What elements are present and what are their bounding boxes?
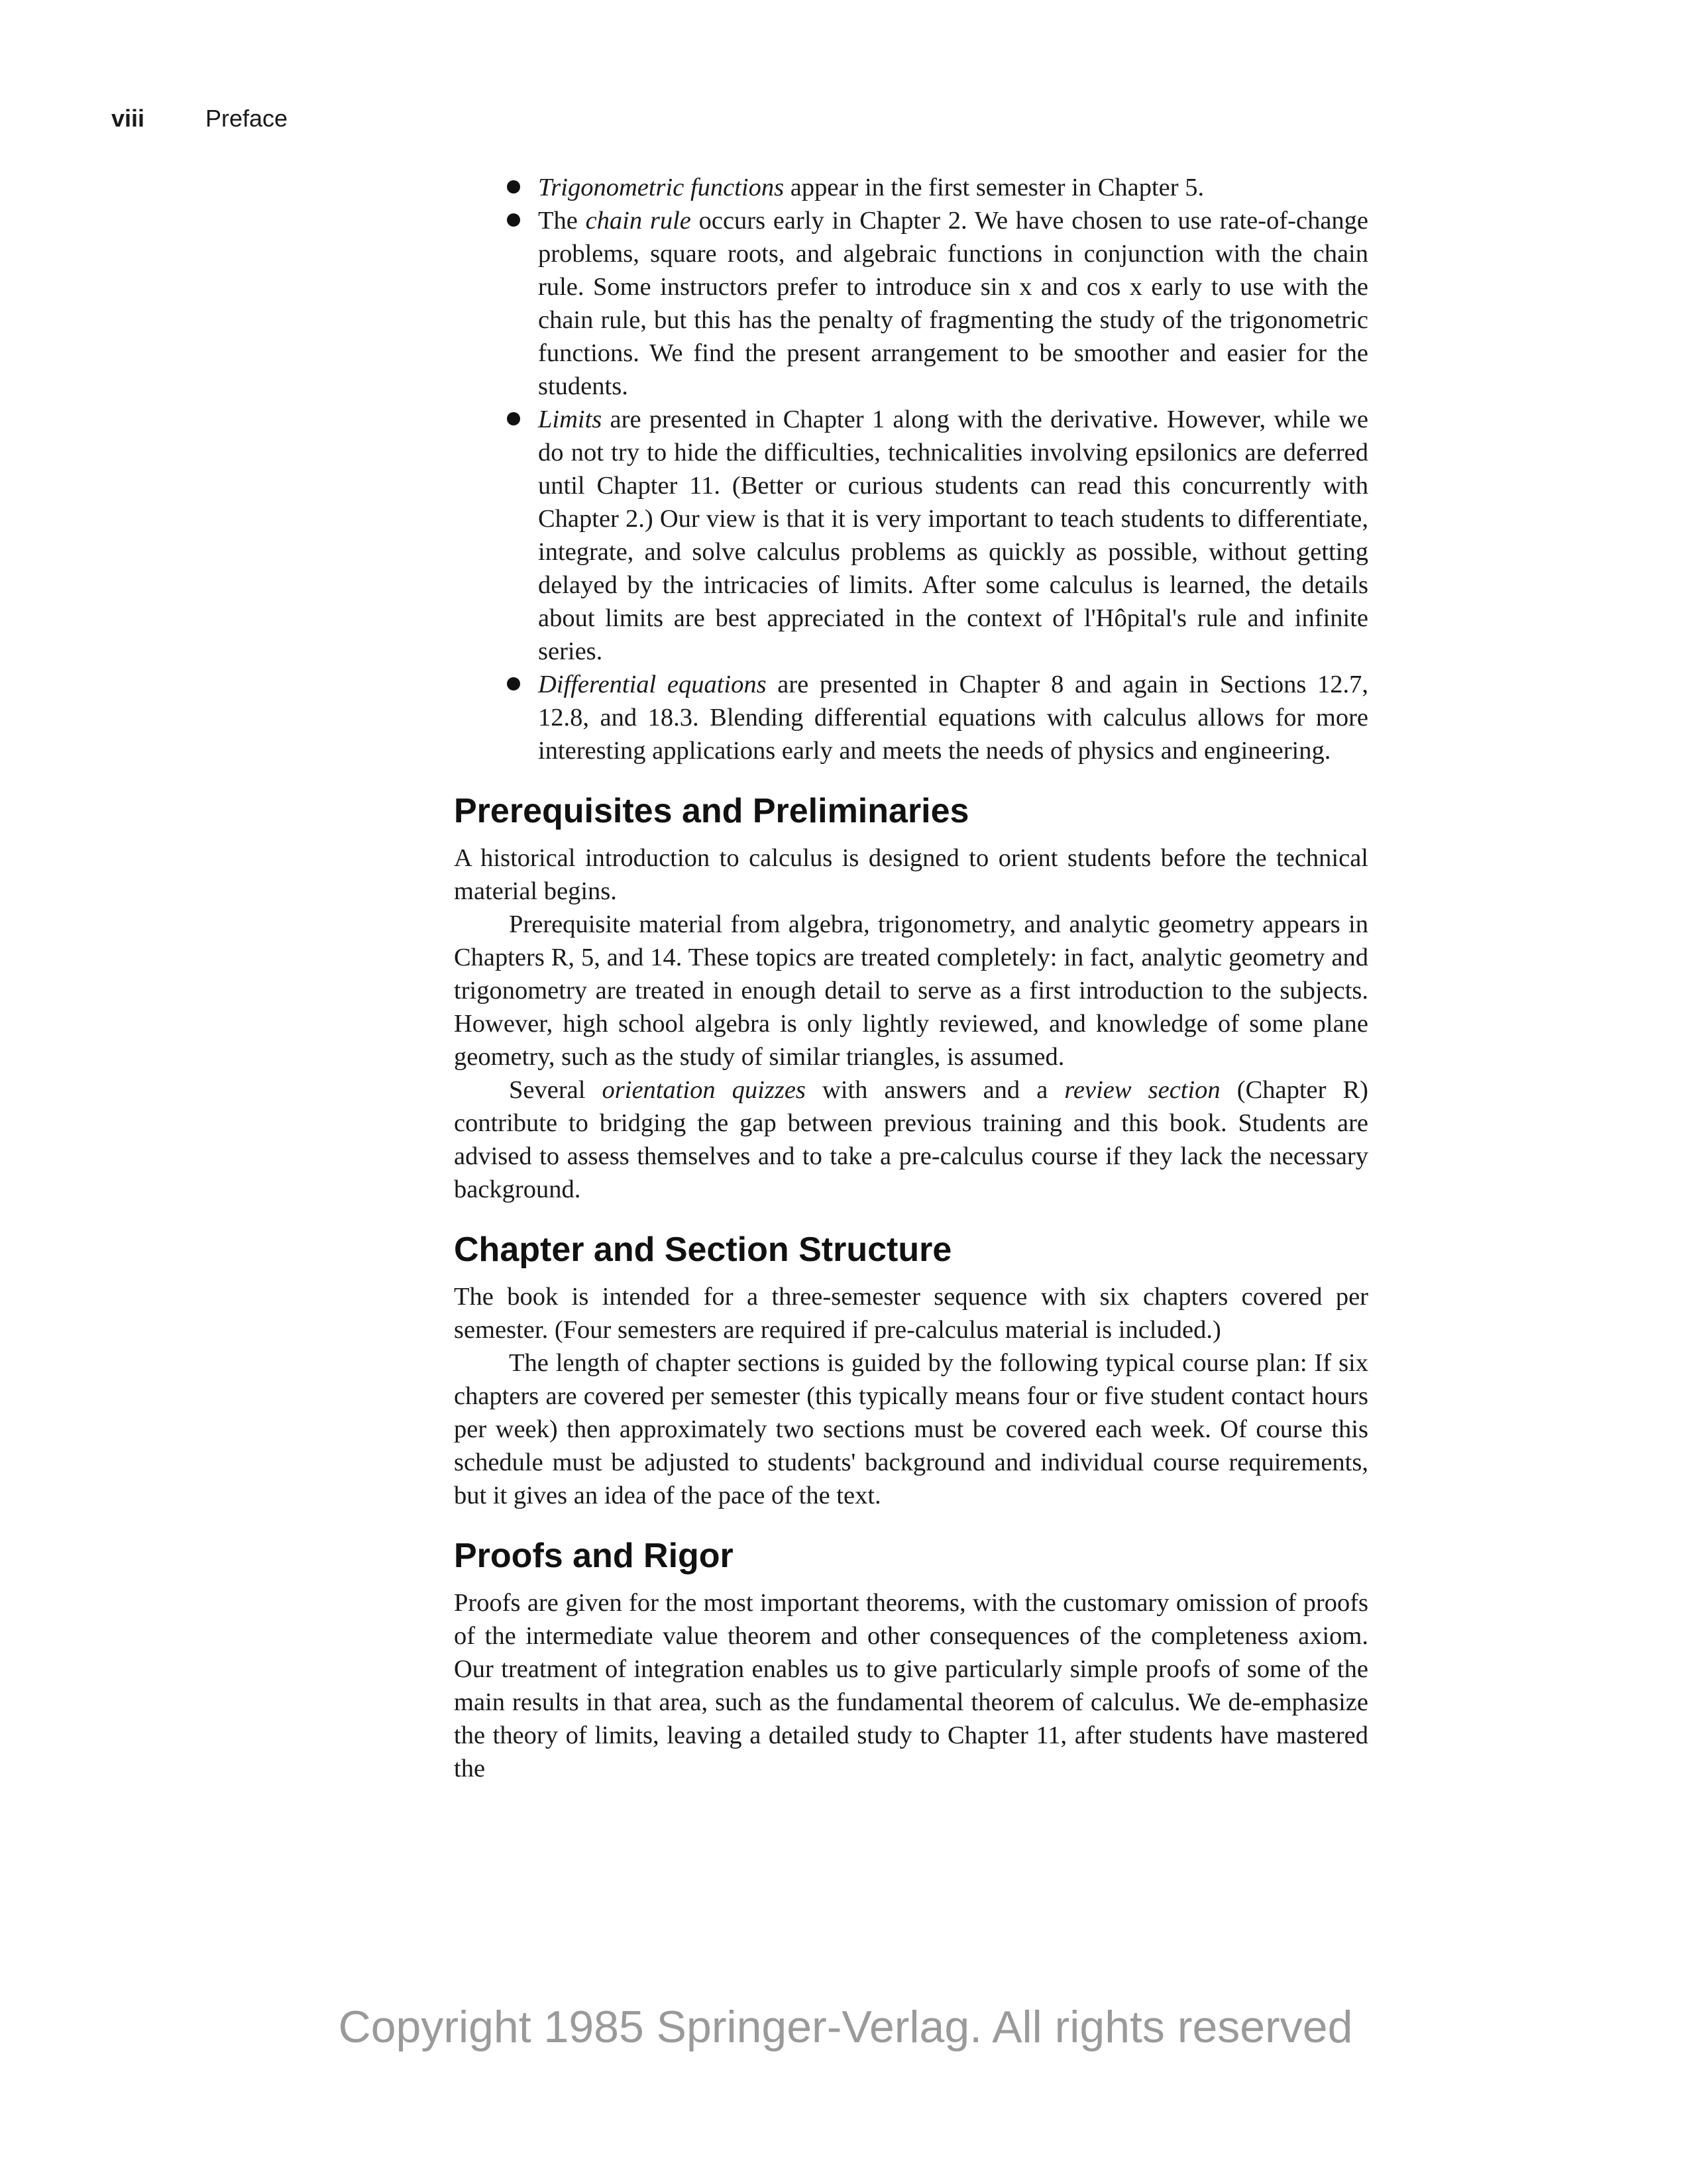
page-content — [454, 171, 1368, 1785]
paragraph: The book is intended for a three-semester sequence with six chapters covered per semester. (Four semesters are required if pre-calculus material is included.) — [454, 1283, 1368, 1344]
page-number: viii — [111, 105, 145, 132]
bullet-text: occurs early in Chapter 2. We have chosen to use rate-of-change problems, square roots, and algebraic functions in conjunction with the chain rule. Some instructors prefer to introduce sin x and cos x early to use with the chain rule, but this has the penalty of fragmenting the study of the trigonometric functions. We find the present arrangement to be smoother and easier for the students. — [538, 207, 1368, 400]
paragraph: Proofs are given for the most important theorems, with the customary omission of proofs of the intermediate value theorem and other consequences of the completeness axiom. Our treatment of integration enables us to give particularly simple proofs of some of the main results in that area, such as the fundamental theorem of calculus. We de-emphasize the theory of limits, leaving a detailed study to Chapter 11, after students have mastered the — [454, 1589, 1368, 1782]
paragraph: The length of chapter sections is guided by the following typical course plan: If six chapters are covered per semester (this typically means four or five student contact hours per week) then approximately two sections must be covered each week. Of course this schedule must be adjusted to students' background and individual course requirements, but it gives an idea of the pace of the text. — [454, 1349, 1368, 1509]
paragraph — [454, 1073, 1368, 1206]
bullet-term: Limits — [538, 406, 602, 433]
bullet-text: appear in the first semester in Chapter 5. — [784, 174, 1205, 201]
paragraph: Prerequisite material from algebra, trigonometry, and analytic geometry appears in Chapters R, 5, and 14. These topics are treated completely: in fact, analytic geometry and trigonometry are treated in enough detail to serve as a first introduction to the subjects. However, high school algebra is only lightly reviewed, and knowledge of some plane geometry, such as the study of similar triangles, is assumed. — [454, 910, 1368, 1071]
bullet-icon — [507, 412, 520, 425]
bullet-text: are presented in Chapter 8 and again in Sections 12.7, 12.8, and 18.3. Blending differential equations with calculus allows for more interesting applications early and meets the needs of physics and engineering. — [538, 671, 1368, 765]
emphasis-term: orientation quizzes — [602, 1076, 806, 1104]
emphasis-term: review section — [1064, 1076, 1221, 1104]
section-heading-structure: Chapter and Section Structure — [454, 1230, 952, 1269]
copyright-watermark: Copyright 1985 Springer-Verlag. All rights reserved — [338, 2002, 1353, 2052]
bullet-item-chain-rule — [454, 204, 1368, 403]
bullet-prefix: The — [538, 207, 586, 235]
bullet-term: Differential equations — [538, 671, 767, 698]
feature-bullet-list — [454, 171, 1368, 767]
text-run: (Chapter R) contribute to bridging the gap between previous training and this book. Students are advised to assess themselves and to take a pre-calculus course if they lack the necessary background. — [454, 1076, 1369, 1203]
bullet-item-differential-equations — [454, 668, 1368, 767]
bullet-icon — [507, 180, 520, 193]
section-heading-prerequisites: Prerequisites and Preliminaries — [454, 792, 969, 830]
bullet-item-limits — [454, 403, 1368, 668]
section-heading-proofs: Proofs and Rigor — [454, 1537, 734, 1575]
bullet-term: chain rule — [585, 207, 691, 235]
bullet-icon — [507, 213, 520, 227]
text-run: Several — [509, 1076, 602, 1104]
bullet-term: Trigonometric functions — [538, 174, 785, 201]
bullet-icon — [507, 677, 520, 690]
running-head-title: Preface — [205, 105, 288, 132]
bullet-text: are presented in Chapter 1 along with the derivative. However, while we do not try to hide the difficulties, technicalities involving epsilonics are deferred until Chapter 11. (Better or curious students can read this concurrently with Chapter 2.) Our view is that it is very important to teach students to differentiate, integrate, and solve calculus problems as quickly as possible, without getting delayed by the intricacies of limits. After some calculus is learned, the details about limits are best appreciated in the context of l'Hôpital's rule and infinite series. — [538, 406, 1368, 665]
text-run: with answers and a — [805, 1076, 1065, 1104]
paragraph: A historical introduction to calculus is designed to orient students before the technical material begins. — [454, 844, 1368, 905]
bullet-item-trigonometric-functions — [454, 171, 1368, 204]
running-head — [111, 105, 288, 133]
